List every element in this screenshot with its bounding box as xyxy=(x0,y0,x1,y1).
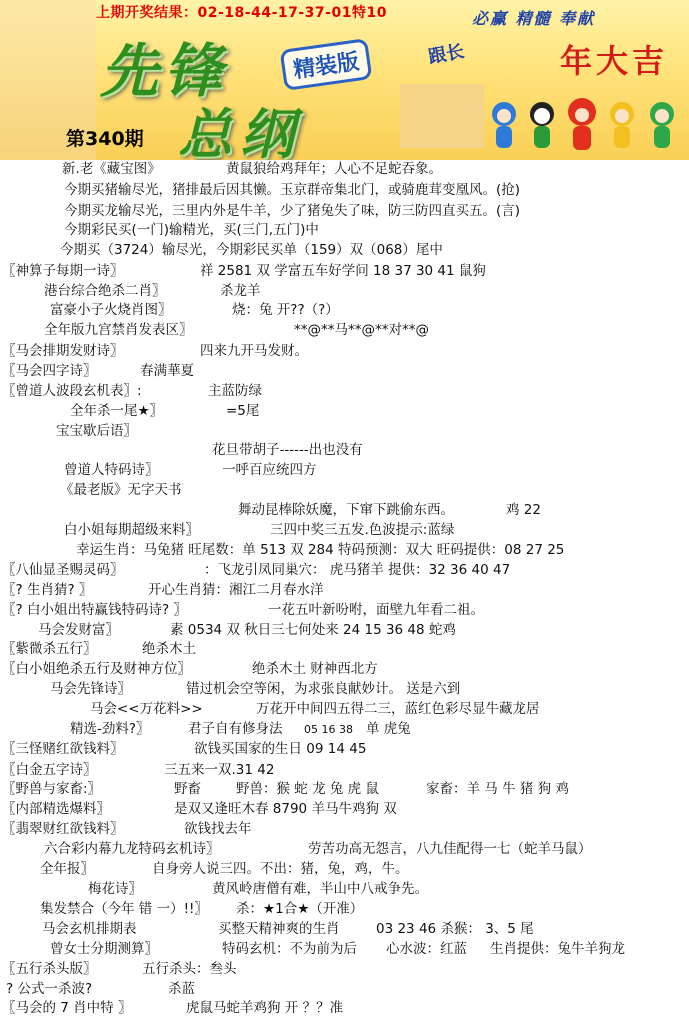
last-result-line: 上期开奖结果：02-18-44-17-37-01特10 xyxy=(96,5,387,21)
title-part-2: 总纲 xyxy=(178,103,302,160)
slogan: 必赢 精髓 奉献 xyxy=(472,9,596,28)
mascot-panda-icon xyxy=(530,102,554,148)
mascot-swallow-icon xyxy=(650,102,674,148)
big-greeting: 年大吉 xyxy=(560,42,669,80)
follow-text: 跟长 xyxy=(426,41,466,68)
period-number: 第340期 xyxy=(66,128,144,150)
mascot-antelope-icon xyxy=(610,102,634,148)
edition-badge: 精装版 xyxy=(280,38,373,91)
title-part-1: 先锋 xyxy=(100,37,229,105)
header-banner xyxy=(0,0,689,160)
blank-overlay-box xyxy=(400,84,484,148)
mascot-red-icon xyxy=(568,98,596,150)
olympic-mascots-illustration xyxy=(486,96,686,158)
mascot-blue-icon xyxy=(492,102,516,148)
